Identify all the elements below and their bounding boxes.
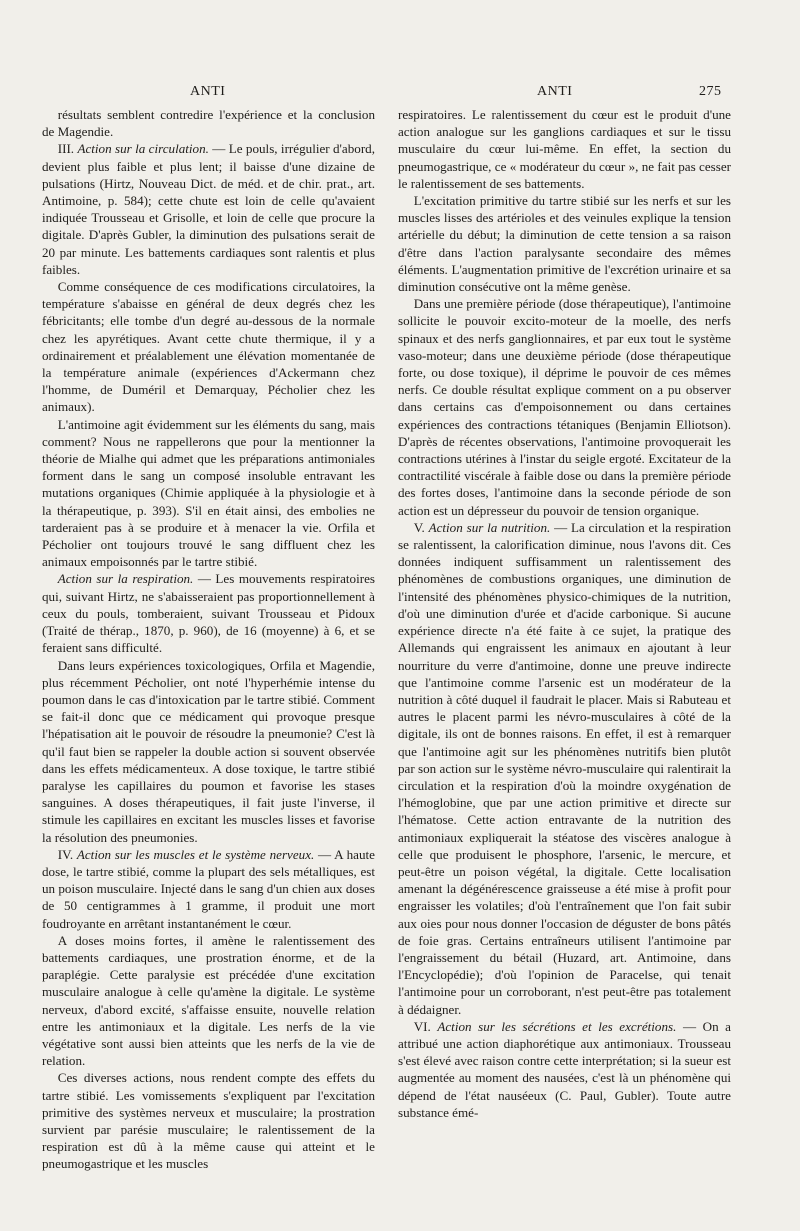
running-head-left: ANTI: [190, 84, 226, 99]
section-number: III.: [57, 141, 78, 157]
paragraph-text: — Les mouvements respiratoires qui, suivant Hirtz, ne s'abaisseraient pas proportionnellement à ceux du pouls, tomberaient, suivant Trousseau et Pidoux (Traité de thérap., 1870, p. 960), de 16 (moyenne) à 6, et se feraient sans difficulté.: [42, 571, 375, 656]
paragraph-text: — La circulation et la respiration se ralentissent, la calorification diminue, nous l'avons dit. Ces données indiquent suffisamment un ralentissement des phénomènes de combustions organiques, une diminution de l'intensité des phénomènes physico-chimiques de la nutrition, d'où une diminution d'urée et d'acide carbonique. Si aucune expérience directe n'a été faite à ce sujet, la pratique des Allemands qui engraissent les animaux en ajoutant à leur nourriture du verre d'antimoine, donne une preuve indirecte que l'antimoine comme l'arsenic est un modérateur de la nutrition à côté duquel il faudrait le placer. Mais si Rabuteau et autres le placent parmi les névro-musculaires à côté de la digitale, ils ont de bonnes raisons. En effet, il est à remarquer que l'antimoine agit sur les phénomènes nutritifs bien plutôt par son action sur le système névro-musculaire qui ralentirait la circulation et la respiration d'où la moindre oxygénation de l'hémoglobine, que par une action primitive et directe sur l'hématose. Cette action entravante de la nutrition des antimoniaux expliquerait la stéatose des viscères analogue à celle que produisent le phosphore, l'arsenic, le mercure, et peut-être un poison végétal, la digitale. Cette localisation amenant la dégénérescence graisseuse a été mise à profit pour engraisser les volatiles; d'où l'entraînement que l'on fait subir aux oies pour nous donner l'occasion de déguster de bons pâtés de foie gras. Certains entraîneurs utilisent l'antimoine par l'engraissement du bétail (Huzard, art. Antimoine, dans l'Encyclopédie); d'où l'opinion de Paracelse, qui tenait l'antimoine pour un corroborant, n'est peut-être pas totalement à dédaigner.: [398, 519, 731, 1017]
paragraph-text: A doses moins fortes, il amène le ralentissement des battements cardiaques, une prostration énorme, et de la paraplégie. Cette paralysie est précédée d'une excitation musculaire analogue à celle qu'amène la digitale. Le système nerveux, d'abord excité, s'affaisse ensuite, nouvelle relation entre les antimoniaux et la digitale. Les nerfs de la vie végétative sont aussi bien atteints que les nerfs de la vie de relation.: [42, 932, 375, 1069]
paragraph: [42, 416, 375, 571]
section-title: Action sur la circulation.: [77, 141, 209, 157]
paragraph: [398, 519, 731, 1018]
paragraph-text: Dans une première période (dose thérapeutique), l'antimoine sollicite le pouvoir excito-moteur de la moelle, des nerfs spinaux et des nerfs ganglionnaires, et par eux tout le système vaso-moteur; dans une deuxième période (dose thérapeutique forte, ou dose toxique), il déprime le pouvoir de ces mêmes nerfs. Ce double résultat explique comment on a pu observer dans certains cas d'empoisonnement ou dans certaines expériences des contractions tétaniques (Benjamin Elliotson). D'après de récentes observations, l'antimoine provoquerait les contractions utérines à l'instar du seigle ergoté. Excitateur de la contractilité viscérale à faible dose ou dans la première période des fortes doses, l'antimoine dans la seconde période de son action est un dépresseur du pouvoir de tension organique.: [398, 296, 731, 518]
paragraph-text: L'excitation primitive du tartre stibié sur les nerfs et sur les muscles lisses des artérioles et des veinules explique la tension artérielle du début; la diminution de cette tension a sa raison d'être dans l'action paralysante secondaire des mêmes éléments. L'augmentation primitive de l'excrétion urinaire et sa diminution consécutive ont la même genèse.: [398, 193, 731, 295]
section-title: Action sur la nutrition.: [428, 519, 551, 535]
paragraph: [42, 278, 375, 416]
running-head-center: ANTI: [537, 84, 573, 99]
paragraph-text: — A haute dose, le tartre stibié, comme la plupart des sels métalliques, est un poison musculaire. Injecté dans le sang d'un chien aux doses de 50 centigrammes à 1 gramme, il produit une mort foudroyante en arrêtant instantanément le cœur.: [42, 846, 375, 931]
paragraph: [398, 1018, 731, 1121]
paragraph: [398, 192, 731, 295]
left-column: [42, 106, 375, 1173]
section-title: Action sur la respiration.: [57, 571, 194, 587]
paragraph-text: respiratoires. Le ralentissement du cœur est le produit d'une action analogue sur les ganglions cardiaques et sur le tissu musculaire du cœur lui-même. En effet, la section du pneumogastrique, ce « modérateur du cœur », ne fait pas cesser le ralentissement de ses battements.: [398, 107, 731, 191]
paragraph: [42, 846, 375, 932]
paragraph: [42, 1069, 375, 1172]
paragraph-text: — On a attribué une action diaphorétique aux antimoniaux. Trousseau s'est élevé avec raison contre cette interprétation; si la sueur est augmentée au moment des nausées, c'est là un phénomène qui dépend de l'état nauséeux (C. Paul, Gubler). Toute autre substance émé-: [398, 1018, 731, 1120]
section-title: Action sur les sécrétions et les excrétions.: [437, 1018, 677, 1034]
page-number: 275: [699, 84, 722, 99]
section-title: Action sur les muscles et le système nerveux.: [76, 846, 315, 862]
paragraph: [398, 295, 731, 519]
paragraph: [42, 570, 375, 656]
section-number: IV.: [57, 846, 77, 862]
paragraph: [42, 657, 375, 846]
paragraph-text: résultats semblent contredire l'expérience et la conclusion de Magendie.: [42, 107, 375, 140]
paragraph-text: Dans leurs expériences toxicologiques, Orfila et Magendie, plus récemment Pécholier, ont noté l'hyperhémie intense du poumon dans le cas d'intoxication par le tartre stibié. Comment se fait-il donc que ce médicament qui provoque presque l'hépatisation ait le pouvoir de résoudre la pneumonie? C'est là qu'il faut bien se rappeler la double action si souvent observée dans les effets médicamenteux. A dose toxique, le tartre stibié paralyse les capillaires du poumon et favorise les stases sanguines. A doses thérapeutiques, il fait juste l'inverse, il stimule les capillaires en excitant les muscles lisses et favorise la résolution des pneumonies.: [42, 657, 375, 845]
section-number: VI.: [413, 1018, 438, 1034]
section-number: V.: [413, 519, 429, 535]
paragraph-text: — Le pouls, irrégulier d'abord, devient plus faible et plus lent; il baisse d'une dizaine de pulsations (Hirtz, Nouveau Dict. de méd. et de chir. prat., art. Antimoine, p. 584); cette chute est loin de celle qu'avaient indiquée Trousseau et Grisolle, et loin de celle que procure la digitale. D'après Gubler, la diminution des pulsations serait de 20 par minute. Les battements cardiaques sont ralentis et plus faibles.: [42, 141, 375, 277]
paragraph: [42, 140, 375, 278]
paragraph-text: L'antimoine agit évidemment sur les éléments du sang, mais comment? Nous ne rappellerons que pour la mentionner la théorie de Mialhe qui admet que les préparations antimoniales forment dans le sang un composé insoluble entravant les mutations organiques (Chimie appliquée à la physiologie et à la thérapeutique, p. 393). S'il en était ainsi, des embolies ne tarderaient pas à se produire et à menacer la vie. Orfila et Pécholier ont toujours trouvé le sang diffluent chez les animaux empoisonnés par le tartre stibié.: [42, 416, 375, 570]
paragraph: [42, 932, 375, 1070]
paragraph: [42, 106, 375, 140]
paragraph-text: Ces diverses actions, nous rendent compte des effets du tartre stibié. Les vomissements s'expliquent par l'excitation primitive des systèmes nerveux et musculaire; la prostration survient par parésie musculaire; le ralentissement de la respiration est dû à la même cause qui atteint et le pneumogastrique et les muscles: [42, 1070, 375, 1172]
paragraph-text: Comme conséquence de ces modifications circulatoires, la température s'abaisse en général de deux degrés chez les fébricitants; elle tombe d'un degré au-dessous de la normale chez les apyrétiques. Avant cette chute thermique, il y a ordinairement et préalablement une élévation momentanée de la température animale (expériences d'Ackermann chez l'homme, de Duméril et Demarquay, Pécholier chez les animaux).: [42, 279, 375, 415]
right-column: [398, 106, 731, 1121]
paragraph: [398, 106, 731, 192]
